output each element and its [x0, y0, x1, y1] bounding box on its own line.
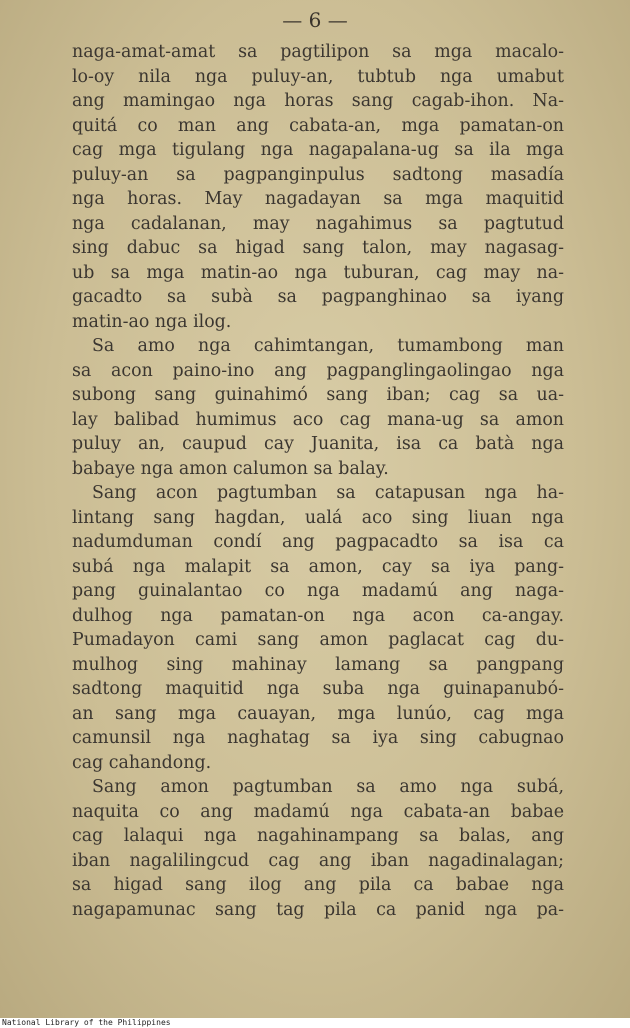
text-line: dulhog nga pamatan-on nga acon ca-angay. [72, 605, 564, 626]
text-line: gacadto sa subà sa pagpanghinao sa iyang [72, 287, 564, 307]
footer-bar [0, 1018, 630, 1028]
text-line: subá nga malapit sa amon, cay sa iya pang- [72, 556, 564, 577]
text-line: puluy-an sa pagpanginpulus sadtong masadía [72, 164, 564, 185]
text-line: ang mamingao nga horas sang cagab-ihon. Na- [72, 91, 564, 111]
text-line: Pumadayon cami sang amon paglacat cag du- [72, 630, 564, 650]
text-line: camunsil nga naghatag sa iya sing cabugnao [72, 728, 564, 748]
text-line: naga-amat-amat sa pagtilipon sa mga macalo- [72, 42, 564, 62]
text-line: cag cahandong. [72, 752, 212, 773]
text-line: puluy an, caupud cay Juanita, isa ca batà nga [72, 434, 564, 454]
text-line: Sang acon pagtumban sa catapusan nga ha- [92, 483, 564, 503]
text-line: nga cadalanan, may nagahimus sa pagtutud [72, 213, 564, 234]
text-line: mulhog sing mahinay lamang sa pangpang [72, 654, 564, 675]
text-line: babaye nga amon calumon sa balay. [72, 458, 389, 479]
text-line: subong sang guinahimó sang iban; cag sa ua- [72, 385, 564, 405]
text-line: cag lalaqui nga nagahinampang sa balas, ang [72, 826, 564, 846]
text-line: naquita co ang madamú nga cabata-an babae [72, 801, 564, 822]
footer-credit: National Library of the Philippines [2, 1018, 171, 1027]
text-line: sa higad sang ilog ang pila ca babae nga [72, 875, 564, 895]
text-line: lintang sang hagdan, ualá aco sing liuan nga [72, 507, 564, 528]
text-line: cag mga tigulang nga nagapalana-ug sa ila mga [72, 140, 564, 160]
text-line: iban nagalilingcud cag ang iban nagadinalagan; [72, 850, 564, 871]
page-number: — 6 — [282, 8, 348, 32]
text-line: nadumduman condí ang pagpacadto sa isa ca [72, 532, 564, 552]
text-line: sing dabuc sa higad sang talon, may nagasag- [72, 238, 564, 258]
text-line: matin-ao nga ilog. [72, 311, 232, 332]
text-line: sadtong maquitid nga suba nga guinapanubó- [72, 679, 564, 699]
text-line: nga horas. May nagadayan sa mga maquitid [72, 189, 564, 209]
text-line: ub sa mga matin-ao nga tuburan, cag may na- [72, 262, 564, 283]
body-text [72, 40, 564, 922]
text-line: lo-oy nila nga puluy-an, tubtub nga umabut [72, 66, 564, 87]
text-line: Sa amo nga cahimtangan, tumambong man [92, 336, 564, 356]
text-line: pang guinalantao co nga madamú ang naga- [72, 581, 564, 601]
text-line: sa acon paino-ino ang pagpanglingaolingao nga [72, 360, 564, 381]
text-line: nagapamunac sang tag pila ca panid nga pa- [72, 899, 564, 920]
text-line: Sang amon pagtumban sa amo nga subá, [92, 777, 564, 797]
text-line: quitá co man ang cabata-an, mga pamatan-on [72, 115, 564, 136]
text-line: an sang mga cauayan, mga lunúo, cag mga [72, 703, 564, 724]
text-line: lay balibad humimus aco cag mana-ug sa amon [72, 409, 564, 430]
